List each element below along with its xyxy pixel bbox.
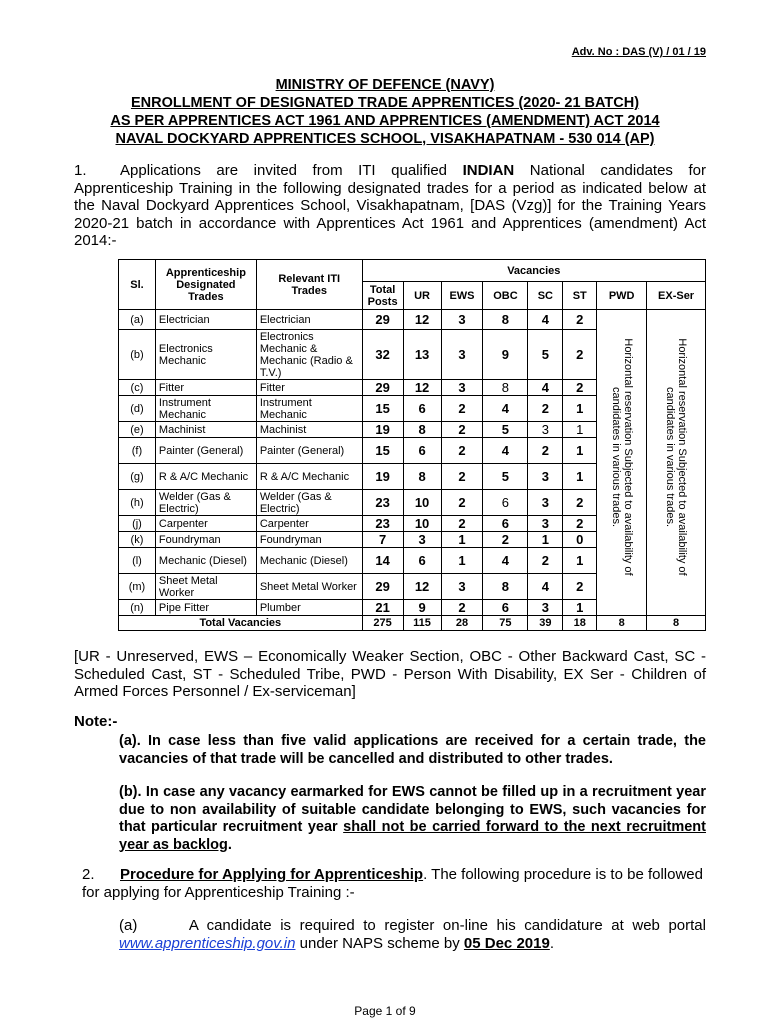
cell-sc: 3	[528, 600, 563, 616]
cell-st: 1	[563, 438, 597, 464]
cell-st: 1	[563, 396, 597, 422]
cell-sl: (a)	[119, 310, 156, 330]
cell-st: 2	[563, 330, 597, 380]
cell-obc: 8	[483, 574, 528, 600]
cell-ews: 2	[441, 516, 483, 532]
cell-total: 19	[362, 422, 403, 438]
cell-trade: Machinist	[155, 422, 256, 438]
cell-st: 1	[563, 422, 597, 438]
totals-pwd: 8	[597, 616, 647, 631]
title-line-3: AS PER APPRENTICES ACT 1961 AND APPRENTICES (AMENDMENT) ACT 2014	[110, 113, 660, 129]
cell-obc: 8	[483, 310, 528, 330]
page-number: Page 1 of 9	[354, 1004, 416, 1018]
cell-st: 2	[563, 490, 597, 516]
cell-ews: 2	[441, 464, 483, 490]
cell-obc: 4	[483, 396, 528, 422]
cell-ur: 12	[403, 310, 441, 330]
cell-trade: Carpenter	[155, 516, 256, 532]
header-vacancies: Vacancies	[362, 260, 705, 282]
table-row	[119, 310, 706, 330]
paragraph-number: 1.	[74, 162, 87, 179]
cell-st: 1	[563, 600, 597, 616]
cell-iti-trade: Mechanic (Diesel)	[256, 548, 362, 574]
cell-st: 2	[563, 380, 597, 396]
totals-sc: 39	[528, 616, 563, 631]
cell-obc: 5	[483, 422, 528, 438]
cell-sl: (f)	[119, 438, 156, 464]
paragraph-2a: (a) A candidate is required to register on-line his candidature at web portal www.apprenticeship.gov.in under NAPS scheme by 05 Dec 2019.	[119, 917, 706, 952]
header-obc: OBC	[483, 282, 528, 310]
cell-trade: Foundryman	[155, 532, 256, 548]
cell-ews: 2	[441, 396, 483, 422]
cell-ur: 8	[403, 464, 441, 490]
cell-iti-trade: Foundryman	[256, 532, 362, 548]
cell-obc: 9	[483, 330, 528, 380]
vacancies-table	[118, 259, 706, 631]
header-exser: EX-Ser	[647, 282, 706, 310]
abbreviation-legend: [UR - Unreserved, EWS – Economically Weaker Section, OBC - Other Backward Cast, SC - Scheduled Cast, ST - Scheduled Tribe, PWD - Person With Disability, EX Ser - Children of Armed Forces Personnel / Ex-serviceman]	[74, 648, 706, 700]
deadline-date: 05 Dec 2019	[463, 934, 550, 952]
cell-obc: 4	[483, 438, 528, 464]
cell-ews: 3	[441, 310, 483, 330]
cell-sc: 2	[528, 396, 563, 422]
cell-ews: 3	[441, 380, 483, 396]
cell-sc: 4	[528, 310, 563, 330]
cell-sc: 4	[528, 380, 563, 396]
cell-ews: 1	[441, 548, 483, 574]
cell-iti-trade: Sheet Metal Worker	[256, 574, 362, 600]
cell-trade: Sheet Metal Worker	[155, 574, 256, 600]
cell-sc: 2	[528, 438, 563, 464]
cell-trade: Welder (Gas & Electric)	[155, 490, 256, 516]
cell-sl: (k)	[119, 532, 156, 548]
cell-ur: 6	[403, 548, 441, 574]
cell-obc: 2	[483, 532, 528, 548]
totals-exser: 8	[647, 616, 706, 631]
cell-trade: Pipe Fitter	[155, 600, 256, 616]
header-ews: EWS	[441, 282, 483, 310]
exser-note-text: Horizontal reservation Subjected to availability of candidates in various trades.	[664, 337, 689, 576]
cell-total: 7	[362, 532, 403, 548]
header-sl: Sl.	[119, 260, 156, 310]
totals-total: 275	[362, 616, 403, 631]
cell-total: 19	[362, 464, 403, 490]
cell-total: 15	[362, 438, 403, 464]
header-ur: UR	[403, 282, 441, 310]
cell-sl: (e)	[119, 422, 156, 438]
paragraph-2	[82, 866, 706, 901]
cell-iti-trade: Welder (Gas & Electric)	[256, 490, 362, 516]
cell-sc: 5	[528, 330, 563, 380]
apprenticeship-portal-link[interactable]: www.apprenticeship.gov.in	[119, 934, 296, 952]
cell-total: 15	[362, 396, 403, 422]
cell-ews: 2	[441, 600, 483, 616]
cell-sl: (j)	[119, 516, 156, 532]
pwd-note-text: Horizontal reservation Subjected to availability of candidates in various trades.	[609, 337, 634, 576]
cell-sl: (m)	[119, 574, 156, 600]
cell-iti-trade: Machinist	[256, 422, 362, 438]
document-title	[60, 76, 710, 148]
cell-ur: 13	[403, 330, 441, 380]
cell-ur: 8	[403, 422, 441, 438]
paragraph-1	[74, 162, 706, 250]
totals-ur: 115	[403, 616, 441, 631]
cell-sl: (h)	[119, 490, 156, 516]
cell-total: 14	[362, 548, 403, 574]
totals-st: 18	[563, 616, 597, 631]
totals-row	[119, 616, 706, 631]
cell-sc: 3	[528, 464, 563, 490]
cell-trade: Electronics Mechanic	[155, 330, 256, 380]
cell-pwd-note	[597, 310, 647, 616]
cell-obc: 8	[483, 380, 528, 396]
totals-label: Total Vacancies	[119, 616, 363, 631]
cell-st: 2	[563, 516, 597, 532]
cell-ur: 12	[403, 380, 441, 396]
sub-label: (a)	[119, 917, 138, 934]
title-line-1: MINISTRY OF DEFENCE (NAVY)	[275, 77, 495, 93]
cell-iti-trade: Plumber	[256, 600, 362, 616]
cell-trade: Instrument Mechanic	[155, 396, 256, 422]
totals-obc: 75	[483, 616, 528, 631]
cell-sl: (g)	[119, 464, 156, 490]
cell-obc: 5	[483, 464, 528, 490]
cell-st: 1	[563, 464, 597, 490]
cell-ews: 1	[441, 532, 483, 548]
cell-sl: (c)	[119, 380, 156, 396]
cell-iti-trade: Painter (General)	[256, 438, 362, 464]
cell-sl: (n)	[119, 600, 156, 616]
cell-ews: 3	[441, 330, 483, 380]
note-b: (b). In case any vacancy earmarked for EWS cannot be filled up in a recruitment year due to non availability of suitable candidate belonging to EWS, such vacancies for that particular recruitment year shall not be carried forward to the next recruitment year as backlog.	[119, 784, 706, 853]
header-sc: SC	[528, 282, 563, 310]
cell-ur: 10	[403, 490, 441, 516]
cell-ews: 2	[441, 438, 483, 464]
cell-sl: (l)	[119, 548, 156, 574]
cell-iti-trade: Carpenter	[256, 516, 362, 532]
cell-sl: (d)	[119, 396, 156, 422]
cell-iti-trade: Fitter	[256, 380, 362, 396]
cell-ur: 10	[403, 516, 441, 532]
title-line-4: NAVAL DOCKYARD APPRENTICES SCHOOL, VISAKHAPATNAM - 530 014 (AP)	[115, 131, 655, 147]
cell-iti-trade: Electrician	[256, 310, 362, 330]
cell-total: 29	[362, 310, 403, 330]
cell-st: 1	[563, 548, 597, 574]
cell-trade: R & A/C Mechanic	[155, 464, 256, 490]
header-pwd: PWD	[597, 282, 647, 310]
header-total-posts: Total Posts	[362, 282, 403, 310]
cell-sc: 2	[528, 548, 563, 574]
cell-iti-trade: R & A/C Mechanic	[256, 464, 362, 490]
cell-ews: 2	[441, 422, 483, 438]
cell-total: 32	[362, 330, 403, 380]
totals-ews: 28	[441, 616, 483, 631]
cell-ur: 6	[403, 396, 441, 422]
header-iti-trade: Relevant ITI Trades	[256, 260, 362, 310]
procedure-heading: Procedure for Applying for Apprenticeship	[120, 866, 424, 883]
cell-sc: 3	[528, 422, 563, 438]
cell-obc: 6	[483, 516, 528, 532]
cell-trade: Fitter	[155, 380, 256, 396]
cell-iti-trade: Electronics Mechanic & Mechanic (Radio & T.V.)	[256, 330, 362, 380]
cell-total: 21	[362, 600, 403, 616]
cell-exser-note	[647, 310, 706, 616]
cell-ews: 3	[441, 574, 483, 600]
note-heading: Note:-	[74, 713, 118, 730]
cell-sc: 4	[528, 574, 563, 600]
paragraph-text: Applications are invited from ITI qualified	[120, 162, 463, 179]
note-a: (a). In case less than five valid applications are received for a certain trade, the vacancies of that trade will be cancelled and distributed to other trades.	[119, 733, 706, 767]
cell-total: 29	[362, 380, 403, 396]
paragraph-bold-text: INDIAN	[462, 162, 515, 179]
cell-obc: 4	[483, 548, 528, 574]
cell-sc: 3	[528, 490, 563, 516]
cell-trade: Electrician	[155, 310, 256, 330]
cell-total: 23	[362, 516, 403, 532]
cell-st: 2	[563, 310, 597, 330]
cell-iti-trade: Instrument Mechanic	[256, 396, 362, 422]
cell-sl: (b)	[119, 330, 156, 380]
cell-ur: 9	[403, 600, 441, 616]
cell-ur: 6	[403, 438, 441, 464]
cell-total: 29	[362, 574, 403, 600]
cell-st: 2	[563, 574, 597, 600]
cell-obc: 6	[483, 600, 528, 616]
cell-ur: 12	[403, 574, 441, 600]
cell-st: 0	[563, 532, 597, 548]
cell-ews: 2	[441, 490, 483, 516]
cell-obc: 6	[483, 490, 528, 516]
header-st: ST	[563, 282, 597, 310]
cell-ur: 3	[403, 532, 441, 548]
advertisement-number: Adv. No : DAS (V) / 01 / 19	[571, 46, 706, 58]
cell-total: 23	[362, 490, 403, 516]
note-b-underlined: shall not be carried forward to the next recruitment year as backlog	[119, 819, 706, 853]
cell-trade: Painter (General)	[155, 438, 256, 464]
header-trade: Apprenticeship Designated Trades	[155, 260, 256, 310]
paragraph-text: National candidates for Apprenticeship Training in the following designated trades for a period as indicated below at the Naval Dockyard Apprentices School, Visakhapatnam, [DAS (Vzg)] for the Training Years 2020-21 batch in accordance with Apprentices Act 1961 and Apprentices (amendment) Act 2014:-	[74, 162, 706, 249]
cell-sc: 3	[528, 516, 563, 532]
paragraph-text: . The following procedure is to be followed for applying for Apprenticeship Training :-	[82, 866, 703, 901]
title-line-2: ENROLLMENT OF DESIGNATED TRADE APPRENTICES (2020- 21 BATCH)	[130, 95, 640, 111]
cell-sc: 1	[528, 532, 563, 548]
paragraph-number: 2.	[82, 866, 95, 883]
cell-trade: Mechanic (Diesel)	[155, 548, 256, 574]
